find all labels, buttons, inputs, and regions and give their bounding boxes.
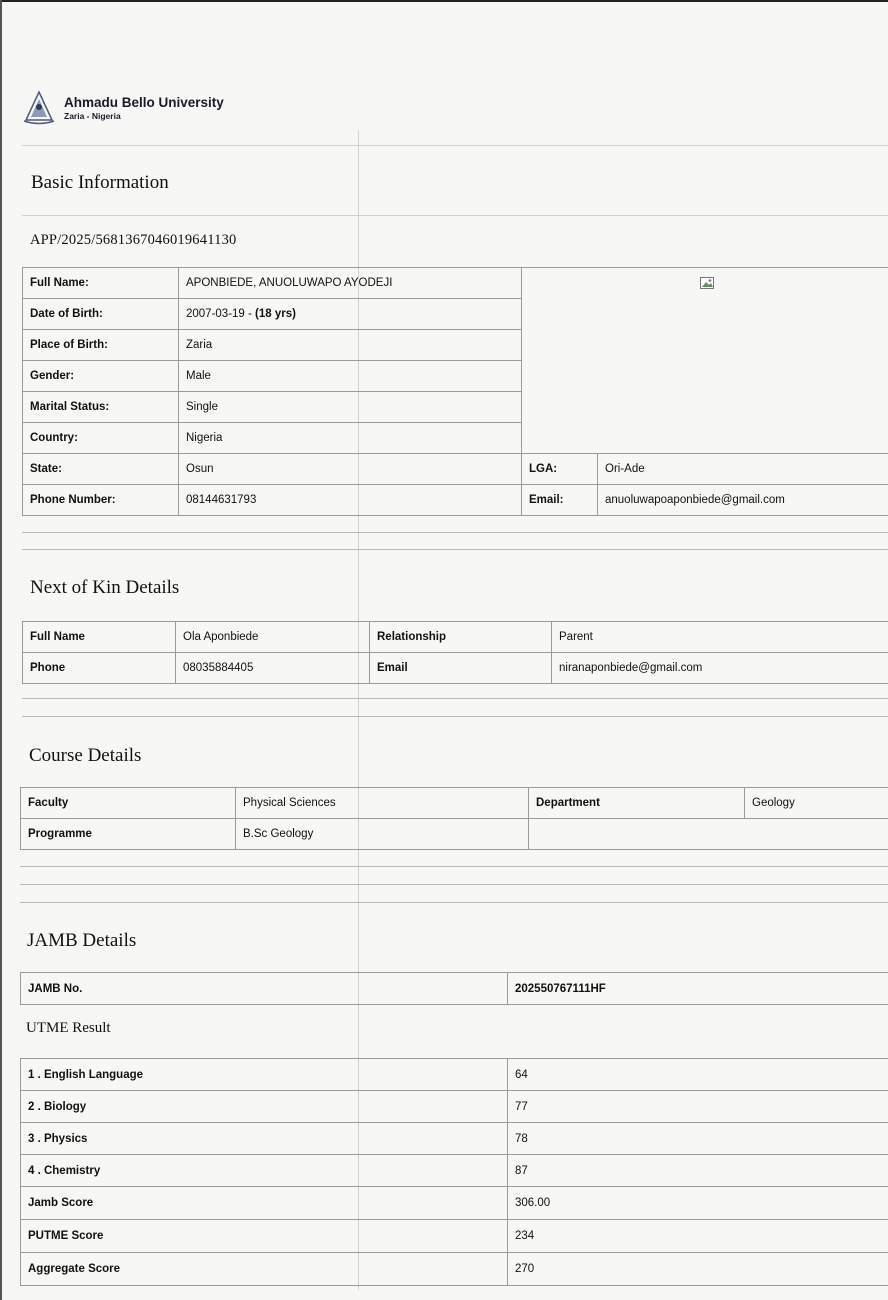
kin-table <box>22 621 888 684</box>
table-row <box>23 485 888 516</box>
email-value: anuoluwapoaponbiede@gmail.com <box>598 485 888 516</box>
subject-label: 1 . English Language <box>21 1059 508 1091</box>
course-title: Course Details <box>29 745 142 766</box>
kin-relationship-label: Relationship <box>370 622 552 653</box>
jamb-number-value: 202550767111HF <box>508 973 888 1005</box>
dob-label: Date of Birth: <box>23 299 179 330</box>
photo-cell <box>522 268 888 454</box>
divider <box>20 866 888 867</box>
subject-label: 3 . Physics <box>21 1123 508 1155</box>
department-value: Geology <box>745 788 888 819</box>
putme-score-label: PUTME Score <box>21 1220 508 1253</box>
utme-result-title: UTME Result <box>26 1020 111 1036</box>
subject-score: 77 <box>508 1091 888 1123</box>
kin-name-label: Full Name <box>23 622 176 653</box>
table-row <box>23 268 888 299</box>
country-value: Nigeria <box>179 423 522 454</box>
table-row <box>21 1220 888 1253</box>
kin-phone-label: Phone <box>23 653 176 684</box>
department-label: Department <box>529 788 745 819</box>
jamb-score-label: Jamb Score <box>21 1187 508 1220</box>
lga-value: Ori-Ade <box>598 454 888 485</box>
programme-label: Programme <box>21 819 236 850</box>
table-row <box>21 1059 888 1091</box>
jamb-number-table <box>20 972 888 1005</box>
basic-info-table <box>22 267 888 516</box>
kin-title: Next of Kin Details <box>30 577 180 598</box>
faculty-label: Faculty <box>21 788 236 819</box>
lga-label: LGA: <box>522 454 598 485</box>
jamb-number-label: JAMB No. <box>21 973 508 1005</box>
subject-score: 78 <box>508 1123 888 1155</box>
pob-label: Place of Birth: <box>23 330 179 361</box>
table-row <box>21 819 888 850</box>
email-label: Email: <box>522 485 598 516</box>
table-row <box>21 973 888 1005</box>
state-label: State: <box>23 454 179 485</box>
full-name-label: Full Name: <box>23 268 179 299</box>
full-name-value: APONBIEDE, ANUOLUWAPO AYODEJI <box>179 268 522 299</box>
subject-score: 64 <box>508 1059 888 1091</box>
empty-cell <box>529 819 888 850</box>
university-location: Zaria - Nigeria <box>64 110 121 121</box>
marital-value: Single <box>179 392 522 423</box>
kin-relationship-value: Parent <box>552 622 888 653</box>
application-number: APP/2025/5681367046019641130 <box>30 232 237 248</box>
subject-label: 4 . Chemistry <box>21 1155 508 1187</box>
country-label: Country: <box>23 423 179 454</box>
gender-label: Gender: <box>23 361 179 392</box>
state-value: Osun <box>179 454 522 485</box>
table-row <box>23 653 888 684</box>
programme-value: B.Sc Geology <box>236 819 529 850</box>
kin-email-label: Email <box>370 653 552 684</box>
table-row <box>21 1187 888 1220</box>
divider <box>22 549 888 550</box>
divider <box>22 698 888 699</box>
table-row <box>23 454 888 485</box>
basic-info-title: Basic Information <box>31 172 169 193</box>
kin-phone-value: 08035884405 <box>176 653 370 684</box>
university-name: Ahmadu Bello University <box>64 94 224 110</box>
table-row <box>21 1091 888 1123</box>
utme-result-table <box>20 1058 888 1286</box>
table-row <box>21 1253 888 1286</box>
faculty-value: Physical Sciences <box>236 788 529 819</box>
age-text: (18 yrs) <box>255 308 296 320</box>
divider <box>22 145 888 146</box>
divider <box>22 215 888 216</box>
table-row <box>21 1155 888 1187</box>
aggregate-score-value: 270 <box>508 1253 888 1286</box>
broken-image-icon <box>700 277 714 289</box>
divider <box>22 716 888 717</box>
university-header <box>22 88 224 128</box>
table-row <box>21 788 888 819</box>
divider <box>22 532 888 533</box>
table-row <box>21 1123 888 1155</box>
kin-email-value: niranaponbiede@gmail.com <box>552 653 888 684</box>
course-table <box>20 787 888 850</box>
divider <box>20 902 888 903</box>
kin-name-value: Ola Aponbiede <box>176 622 370 653</box>
page-top-border <box>0 0 888 2</box>
subject-score: 87 <box>508 1155 888 1187</box>
jamb-title: JAMB Details <box>27 930 137 951</box>
pob-value: Zaria <box>179 330 522 361</box>
table-row <box>23 622 888 653</box>
subject-label: 2 . Biology <box>21 1091 508 1123</box>
gender-value: Male <box>179 361 522 392</box>
university-logo-icon <box>22 90 56 126</box>
divider <box>20 884 888 885</box>
phone-value: 08144631793 <box>179 485 522 516</box>
dob-value: 2007-03-19 - (18 yrs) <box>179 299 522 330</box>
jamb-score-value: 306.00 <box>508 1187 888 1220</box>
page-left-border <box>0 0 2 1300</box>
phone-label: Phone Number: <box>23 485 179 516</box>
putme-score-value: 234 <box>508 1220 888 1253</box>
marital-label: Marital Status: <box>23 392 179 423</box>
aggregate-score-label: Aggregate Score <box>21 1253 508 1286</box>
